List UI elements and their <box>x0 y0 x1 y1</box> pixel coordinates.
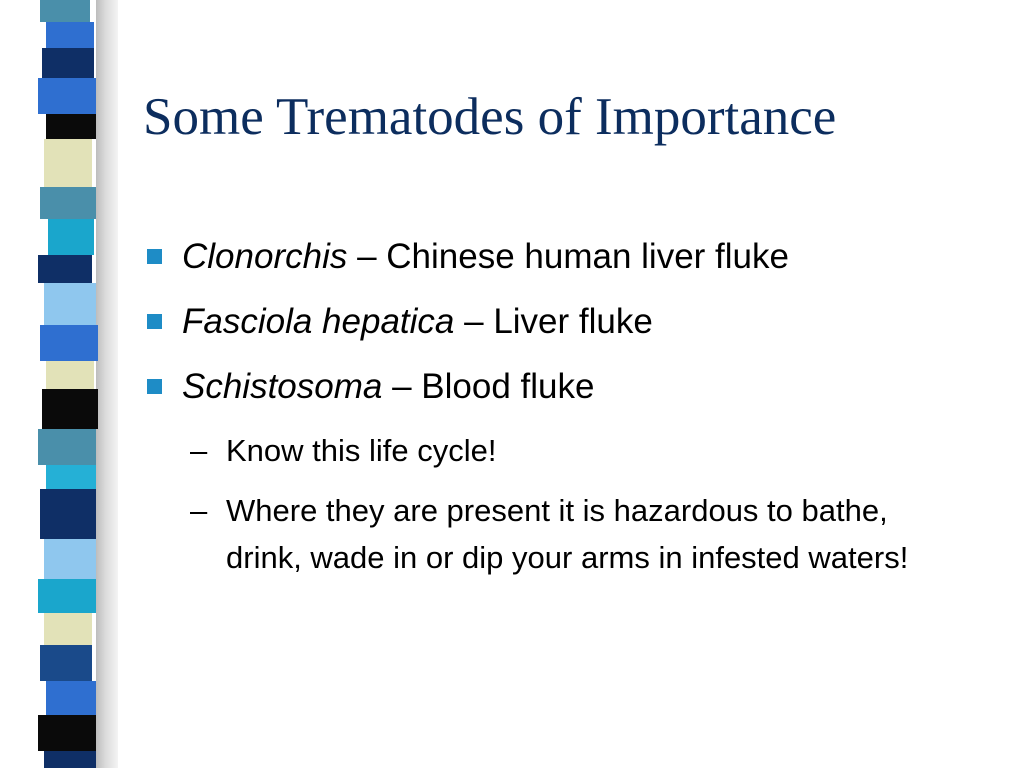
sub-bullet-know-life-cycle <box>140 427 1000 474</box>
dash-bullet: – <box>190 433 208 468</box>
bullet-term: Schistosoma <box>182 367 383 406</box>
bullet-term: Fasciola hepatica <box>182 302 455 341</box>
bullet-separator: – <box>454 302 494 341</box>
bullet-item-schistosoma <box>140 362 1000 412</box>
decorative-stripe-segment <box>38 255 92 283</box>
decorative-stripe-segment <box>44 613 92 645</box>
bullet-description: Chinese human liver fluke <box>386 237 789 276</box>
decorative-stripe-segment <box>40 325 98 361</box>
decorative-stripe-segment <box>42 389 98 429</box>
decorative-stripe-segment <box>38 579 96 613</box>
bullet-item-fasciola-hepatica <box>140 297 1000 347</box>
dash-bullet: – <box>190 493 208 528</box>
sub-bullet-text: Where they are present it is hazardous to bathe, drink, wade in or dip your arms in infested waters! <box>226 493 909 575</box>
decorative-stripe-segment <box>38 429 96 465</box>
sub-bullet-text: Know this life cycle! <box>226 433 497 468</box>
sub-bullet-hazard-warning <box>140 487 1000 581</box>
slide-content <box>140 232 1000 594</box>
square-bullet-icon <box>147 249 162 264</box>
decorative-stripe-segment <box>46 465 96 489</box>
slide-title: Some Trematodes of Importance <box>143 88 837 146</box>
decorative-stripe-segment <box>46 114 96 139</box>
decorative-stripe-column <box>0 0 118 768</box>
decorative-stripe-segment <box>38 715 96 751</box>
decorative-stripe-segment <box>40 187 96 219</box>
decorative-stripe-segment <box>38 78 96 114</box>
decorative-stripe-segment <box>48 219 94 255</box>
bullet-description: Liver fluke <box>493 302 653 341</box>
decorative-stripe-segment <box>46 361 94 389</box>
decorative-stripe-segment <box>40 645 92 681</box>
decorative-stripe-segment <box>44 283 96 325</box>
square-bullet-icon <box>147 314 162 329</box>
decorative-stripe-segment <box>40 489 96 539</box>
decorative-stripe-segment <box>40 0 90 22</box>
decorative-stripe-segment <box>46 681 96 715</box>
decorative-stripe-segment <box>44 751 96 768</box>
bullet-item-clonorchis <box>140 232 1000 282</box>
bullet-separator: – <box>347 237 387 276</box>
bullet-separator: – <box>382 367 422 406</box>
decorative-stripe-segment <box>44 139 92 187</box>
bullet-description: Blood fluke <box>421 367 595 406</box>
bullet-term: Clonorchis <box>182 237 348 276</box>
decorative-stripe-segment <box>42 48 94 78</box>
decorative-stripe-segment <box>46 22 94 48</box>
decorative-stripe-segment <box>44 539 96 579</box>
square-bullet-icon <box>147 379 162 394</box>
